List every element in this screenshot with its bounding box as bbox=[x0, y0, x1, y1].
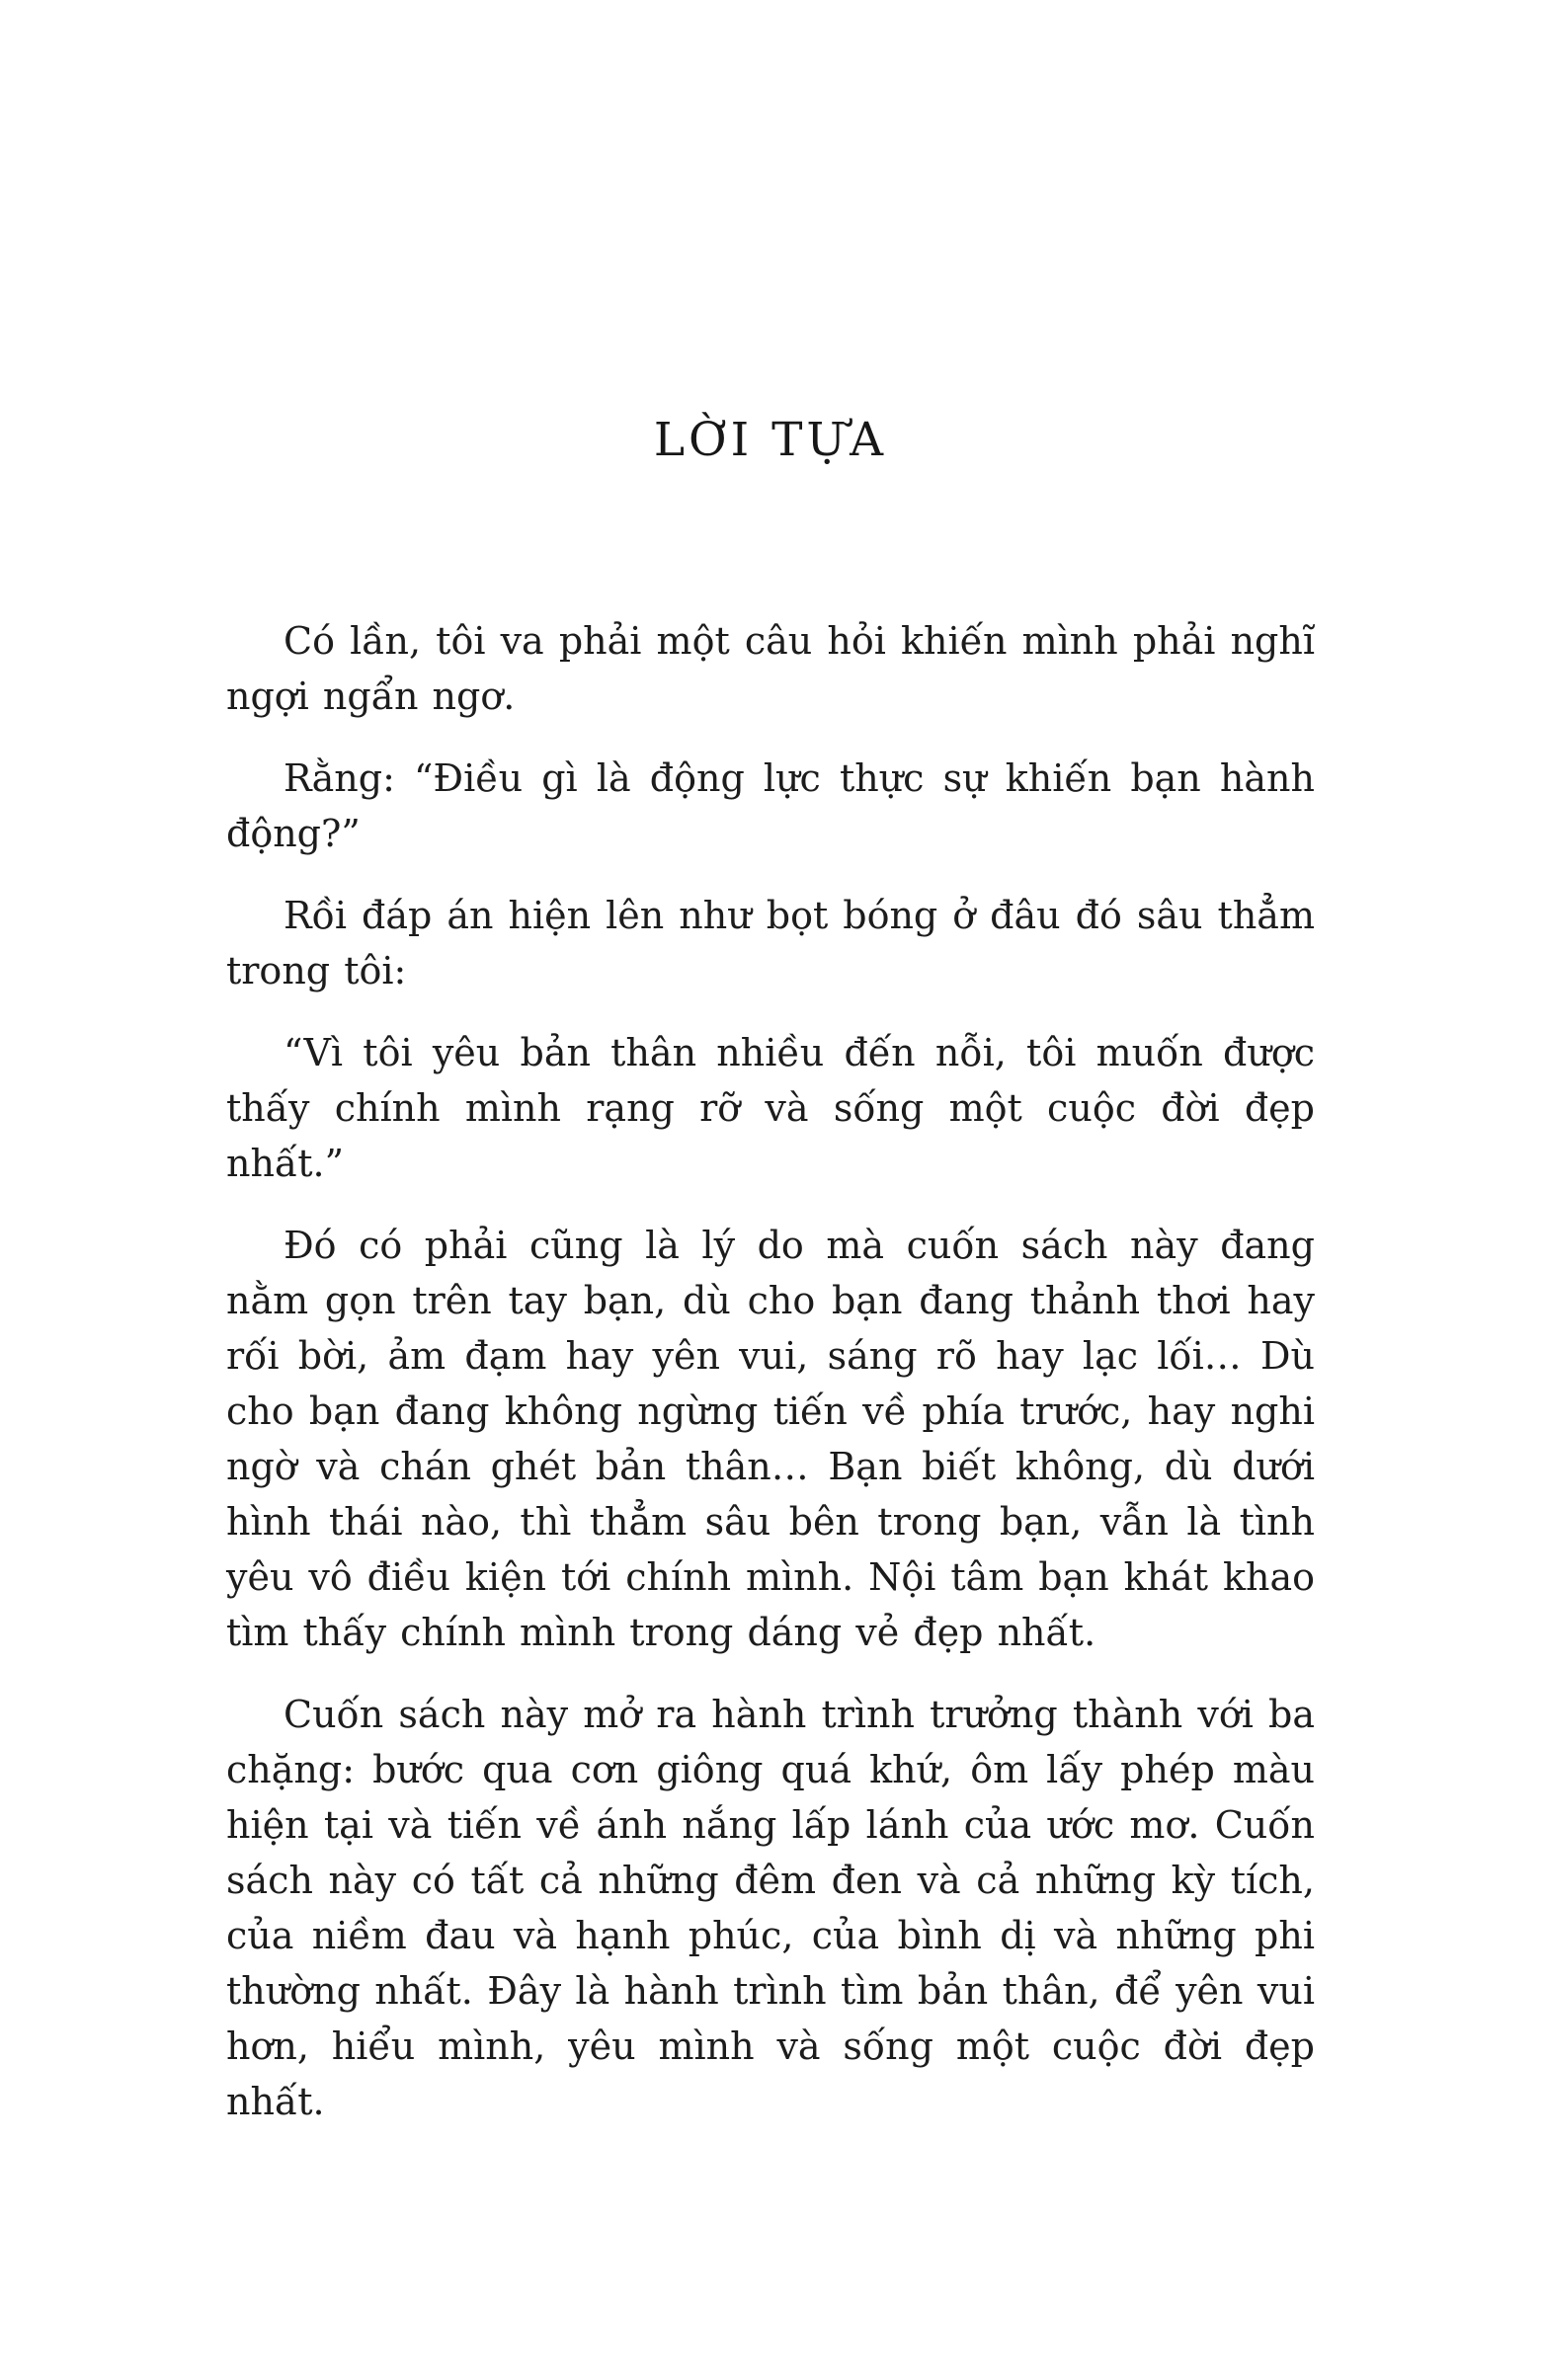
page-content bbox=[226, 413, 1315, 2129]
paragraph: Cuốn sách này mở ra hành trình trưởng thành với ba chặng: bước qua cơn giông quá khứ, ôm lấy phép màu hiện tại và tiến về ánh nắng lấp lánh của ước mơ. Cuốn sách này có tất cả những đêm đen và cả những kỳ tích, của niềm đau và hạnh phúc, của bình dị và những phi thường nhất. Đây là hành trình tìm bản thân, để yên vui hơn, hiểu mình, yêu mình và sống một cuộc đời đẹp nhất. bbox=[226, 1693, 1315, 2123]
paragraph: “Vì tôi yêu bản thân nhiều đến nỗi, tôi muốn được thấy chính mình rạng rỡ và sống một cuộc đời đẹp nhất.” bbox=[226, 1031, 1315, 1185]
paragraph: Đó có phải cũng là lý do mà cuốn sách này đang nằm gọn trên tay bạn, dù cho bạn đang thảnh thơi hay rối bời, ảm đạm hay yên vui, sáng rõ hay lạc lối… Dù cho bạn đang không ngừng tiến về phía trước, hay nghi ngờ và chán ghét bản thân… Bạn biết không, dù dưới hình thái nào, thì thẳm sâu bên trong bạn, vẫn là tình yêu vô điều kiện tới chính mình. Nội tâm bạn khát khao tìm thấy chính mình trong dáng vẻ đẹp nhất. bbox=[226, 1224, 1315, 1654]
paragraph: Rằng: “Điều gì là động lực thực sự khiến bạn hành động?” bbox=[226, 756, 1315, 855]
paragraph: Rồi đáp án hiện lên như bọt bóng ở đâu đó sâu thẳm trong tôi: bbox=[226, 894, 1315, 992]
page-title: LỜI TỰA bbox=[653, 413, 888, 467]
body-text bbox=[226, 613, 1315, 2129]
paragraph: Có lần, tôi va phải một câu hỏi khiến mình phải nghĩ ngợi ngẩn ngơ. bbox=[226, 619, 1315, 718]
